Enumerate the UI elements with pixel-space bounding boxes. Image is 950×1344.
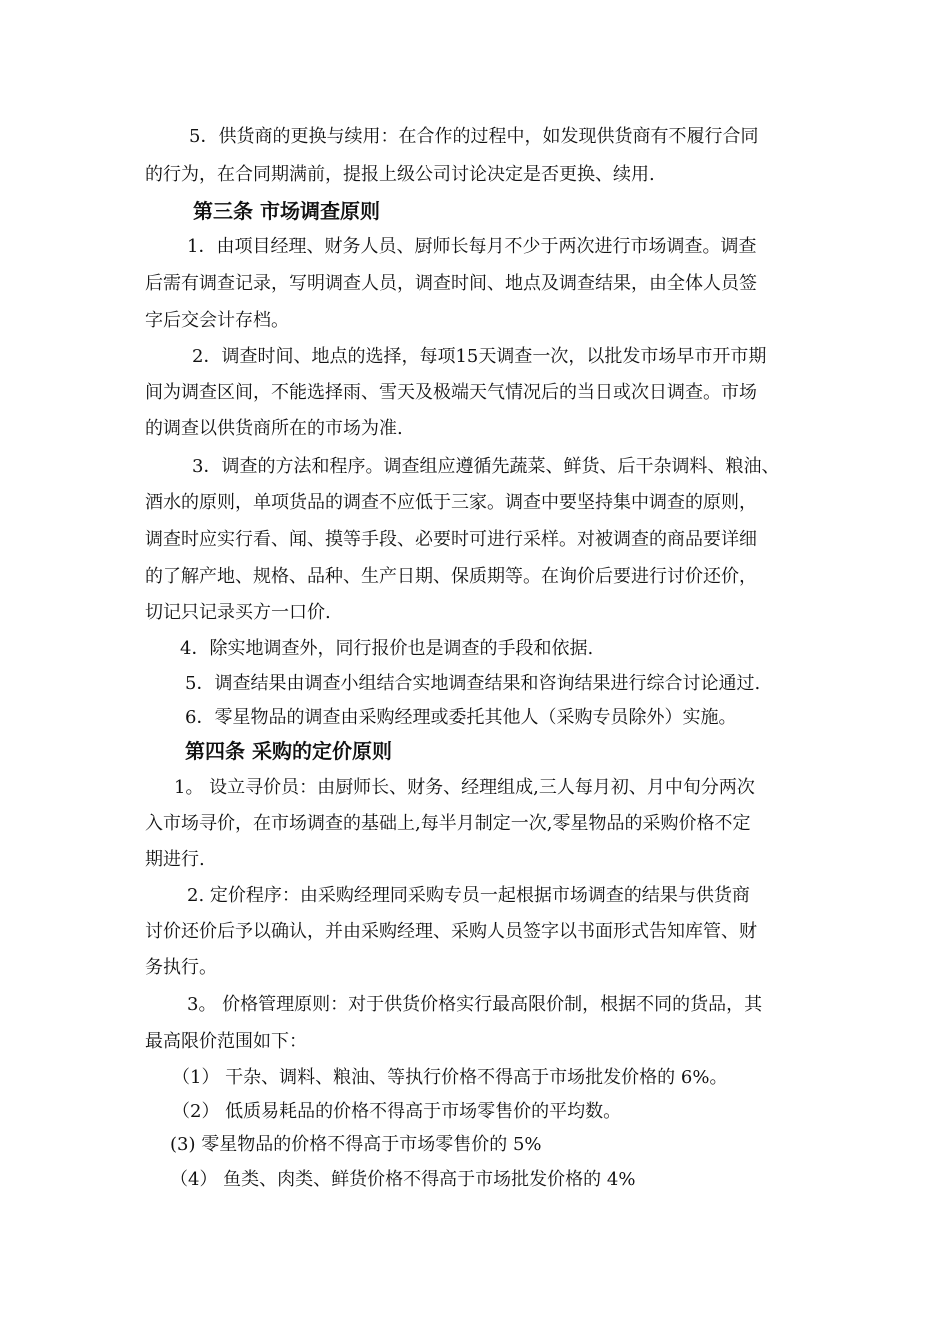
section4-sub-item-1: （1） 干杂、调料、粮油、等执行价格不得高于市场批发价格的 6%。 (172, 1067, 728, 1088)
section4-heading: 第四条 采购的定价原则 (185, 739, 392, 763)
section2-item5-line2: 的行为，在合同期满前，提报上级公司讨论决定是否更换、续用. (145, 164, 655, 185)
section3-item5: 5．调查结果由调查小组结合实地调查结果和咨询结果进行综合讨论通过. (185, 673, 761, 694)
section3-item3-line4: 的了解产地、规格、品种、生产日期、保质期等。在询价后要进行讨价还价， (145, 566, 757, 587)
section3-heading: 第三条 市场调查原则 (193, 199, 380, 223)
section3-item3-line5: 切记只记录买方一口价. (145, 602, 331, 623)
section4-sub-item-2: （2） 低质易耗品的价格不得高于市场零售价的平均数。 (172, 1101, 622, 1122)
section3-item3-line2: 酒水的原则，单项货品的调查不应低于三家。调查中要坚持集中调查的原则， (145, 492, 757, 513)
section4-item2-line2: 讨价还价后予以确认，并由采购经理、采购人员签字以书面形式告知库管、财 (145, 921, 757, 942)
section4-item1-line2: 入市场寻价，在市场调查的基础上,每半月制定一次,零星物品的采购价格不定 (145, 813, 751, 834)
section2-item5-line1: 5．供货商的更换与续用：在合作的过程中，如发现供货商有不履行合同 (189, 126, 759, 147)
section4-item1-line3: 期进行. (145, 849, 205, 870)
section4-item3-line1: 3。 价格管理原则：对于供货价格实行最高限价制，根据不同的货品，其 (187, 994, 763, 1015)
section3-item1-line2: 后需有调查记录，写明调查人员，调查时间、地点及调查结果，由全体人员签 (145, 273, 757, 294)
section3-item3-line1: 3．调查的方法和程序。调查组应遵循先蔬菜、鲜货、后干杂调料、粮油、 (192, 456, 780, 477)
section3-item2-line3: 的调查以供货商所在的市场为准. (145, 418, 403, 439)
section3-item1-line3: 字后交会计存档。 (145, 310, 289, 331)
section4-item1-line1: 1。 设立寻价员：由厨师长、财务、经理组成,三人每月初、月中旬分两次 (174, 777, 755, 798)
section4-sub-item-3: (3) 零星物品的价格不得高于市场零售价的 5% (170, 1134, 542, 1155)
section4-item2-line1: 2. 定价程序：由采购经理同采购专员一起根据市场调查的结果与供货商 (187, 885, 750, 906)
section4-item2-line3: 务执行。 (145, 957, 217, 978)
section4-item3-line2: 最高限价范围如下： (145, 1031, 307, 1052)
section3-item4: 4．除实地调查外，同行报价也是调查的手段和依据. (180, 638, 594, 659)
section3-item6: 6．零星物品的调查由采购经理或委托其他人（采购专员除外）实施。 (185, 707, 737, 728)
section4-sub-item-4: （4） 鱼类、肉类、鲜货价格不得高于市场批发价格的 4% (170, 1169, 636, 1190)
section3-item3-line3: 调查时应实行看、闻、摸等手段、必要时可进行采样。对被调查的商品要详细 (145, 529, 757, 550)
section3-item2-line2: 间为调查区间，不能选择雨、雪天及极端天气情况后的当日或次日调查。市场 (145, 382, 757, 403)
section3-item1-line1: 1．由项目经理、财务人员、厨师长每月不少于两次进行市场调查。调查 (187, 236, 757, 257)
section3-item2-line1: 2．调查时间、地点的选择，每项15天调查一次，以批发市场早市开市期 (192, 346, 767, 367)
